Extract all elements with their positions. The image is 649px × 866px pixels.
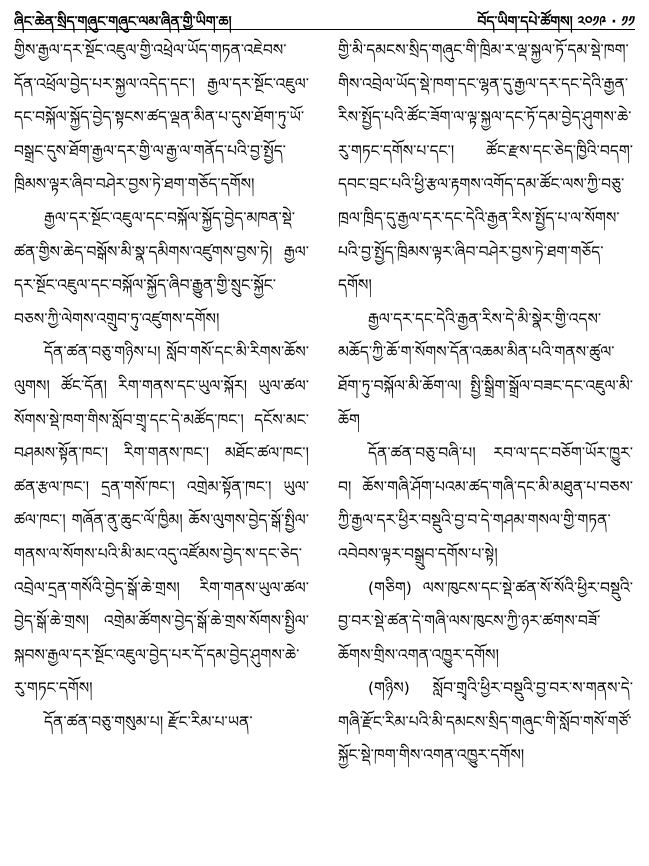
running-header bbox=[14, 0, 635, 30]
right-paragraph-2: རྒྱལ་དར་དང་དེའི་རྒྱན་རིས་དེ་མི་སྣེར་གྱི་འདས་མཆོད་ཀྱི་ཆོ་ག་སོགས་དོན་འཆམ་མིན་པའི་གནས་ཚུལ་ཐོག་ཏུ་བསྐོལ་མི་ཆོག་ལ། སྤྱི་སྒྲིག་སྒྲོལ་བཟང་དང་འཇུལ་མི་ཆོག bbox=[338, 309, 633, 429]
right-paragraph-item-1: (གཅིག) ལས་ཁུངས་དང་སྡེ་ཚན་སོ་སོའི་ཕྱིར་བསྡུའི་བྱ་བར་སྡེ་ཚན་དེ་གཞི་ལས་ཁུངས་ཀྱི་ཉར་ཚགས་བཟོ་ཆོགས་གྲིས་འགན་འཁྱུར་དགོས། bbox=[338, 578, 633, 664]
right-paragraph-article-14: དོན་ཚན་བཅུ་བཞི་པ། རབ་ལ་དང་བཅོག་ཡོར་ཁྱུར་བ། ཆོས་གཞི་ཤོག་པའམ་ཚད་གཞི་དང་མི་མཐུན་པ་བཅས་ཀྱི་རྒྱལ་དར་ཕྱིར་བསྡུའི་བྱ་བ་དེ་གཤམ་གསལ་གྱི་གཏན་འབེབས་ལྟར་བསྒྲུབ་དགོས་པ་སྟེ། bbox=[338, 444, 633, 563]
left-paragraph-1: གྱིས་རྒྱལ་དར་སྔོང་འཇུལ་གྱི་འཕྲེལ་ཡོད་གཏན་འཇེབས་དོན་འཕྲོལ་བྱེད་པར་སྐྱལ་འདེད་དང་། རྒྱལ་དར་སྔོང་འཇུལ་དང་བསྐོལ་སྐྱོད་བྱེད་སྟངས་ཚད་ལྡན་མིན་པ་དུས་ཐོག་ཏུ་ཡོ་བསྒྲང་དུས་ཐོག་རྒྱལ་དར་གྱི་ལ་རྒྱ་ལ་གནོད་པའི་བྱ་སྤྱོད་ཁྲིམས་ལྟར་ཞིབ་བཤེར་བྱས་ཏེ་ཐག་གཅོད་དགོས། bbox=[14, 41, 309, 194]
left-paragraph-article-12: དོན་ཚན་བཅུ་གཉིས་པ། སློབ་གསོ་དང་མི་རིགས་ཆོས་ལུགས། ཚོང་དོན། རིག་གནས་དང་ཡུལ་སྐོར། ཡུལ་ཚལ་སོགས་སྡེ་ཁག་གིས་སློབ་གྲྭ་དང་དེ་མཚོད་ཁང་། དངོས་མང་བཤམས་སྟོན་ཁང་། རིག་གནས་ཁང་། མཐོང་ཚལ་ཁང་། ཚན་རྩལ་ཁང་། དྲན་གསོ་ཁང་། འགྲེམ་སྟོན་ཁང་། ཡུལ་ཚལ་ཁང་། གཞོན་ནུ་ཆུང་ལོ་ཁྱིམ། ཆོས་ལུགས་བྱེད་སྒོ་སྤྱིལ་གནས་ལ་སོགས་པའི་མི་མང་འདུ་འཛོམས་བྱེད་ས་དང་ཅེད་འབྲེལ་དྲན་གསོའི་བྱེད་སྒོ་ཆེ་གྲས། རིག་གནས་ཡུལ་ཚལ་བྱེད་སྒོ་ཆེ་གྲས། འགྲེམ་ཚོགས་བྱེད་སྒོ་ཆེ་གྲས་སོགས་སྤྱིལ་སྐབས་རྒྱལ་དར་སྔོང་འཇུལ་བྱེད་པར་དོ་དམ་བྱེད་ཤུགས་ཆེ་རུ་གཏང་དགོས། bbox=[14, 343, 309, 698]
left-paragraph-2: རྒྱལ་དར་སྔོང་འཇུལ་དང་བསྐོལ་སྐྱོད་བྱེད་མཁན་སྡེ་ཚན་གྱིས་ཆེད་བསྒོས་མི་སྣ་དམིགས་འཛུགས་བྱས་ཏེ། རྒྱལ་དར་སྔོང་འཇུལ་དང་བསྐོལ་སྐྱོད་ཞིབ་རྒྱུན་གྱི་སྲུང་སྐྱོང་བཅས་ཀྱི་ལེགས་འགྲུབ་ཏུ་འཛུགས་དགོས། bbox=[14, 208, 309, 328]
right-paragraph-item-2: (གཉིས) སློབ་གྲྭའི་ཕྱིར་བསྡུའི་བྱ་བར་ས་གནས་དེ་གཞི་རྫོང་རིམ་པའི་མི་དམངས་སྲིད་གཞུང་གི་སློབ་གསོ་གཙོ་སྐྱོང་སྡེ་ཁག་གིས་འགན་འཁྱུར་དགོས། bbox=[338, 679, 633, 765]
header-left-title: ཞིང་ཆེན་སྲིད་གཞུང་གཞུང་ལམ་ཞིན་གྱི་ཡིག་ཆ། bbox=[14, 14, 232, 30]
right-paragraph-1: གྱི་མི་དམངས་སྲིད་གཞུང་གི་ཁྲིམ་ར་ལྡ་སྐྱལ་ཏོ་དམ་སྡེ་ཁག་གིས་འབྲེལ་ཡོད་སྡེ་ཁག་དང་ལྷན་དུ་རྒྱལ་དར་དང་དེའི་རྒྱན་རིས་སྤྱོད་པའི་ཚོང་ཟོག་ལ་ལྟ་སྐྱལ་དང་ཏོ་དམ་བྱེད་ཤུགས་ཆེ་རུ་གཏང་དགོས་པ་དང་། ཚོང་རྫས་དང་ཅེད་ཁྱིའི་བདག་དབང་བྲང་པའི་ཕྱི་རྩལ་རྟགས་འགོད་དམ་ཚོང་ལས་ཀྱི་བཅུ་ཁྲལ་ཁྲིད་དུ་རྒྱལ་དར་དང་དེའི་རྒྱན་རིས་སྤྱོད་པ་ལ་སོགས་པའི་བྱ་སྤྱོད་ཁྲིམས་ལྟར་ཞིབ་བཤེར་བྱས་ཏེ་ཐག་གཅོད་དགོས། bbox=[338, 41, 633, 295]
left-column bbox=[14, 34, 309, 860]
left-paragraph-article-13: དོན་ཚན་བཅུ་གསུམ་པ། རྫོང་རིམ་པ་ཡན་ bbox=[44, 712, 253, 731]
right-column bbox=[338, 34, 633, 860]
header-right-title: བོད་ཡིག་དཔེ་ཚོགས། ༢༠༡༩ · ༡༡ bbox=[477, 14, 635, 30]
